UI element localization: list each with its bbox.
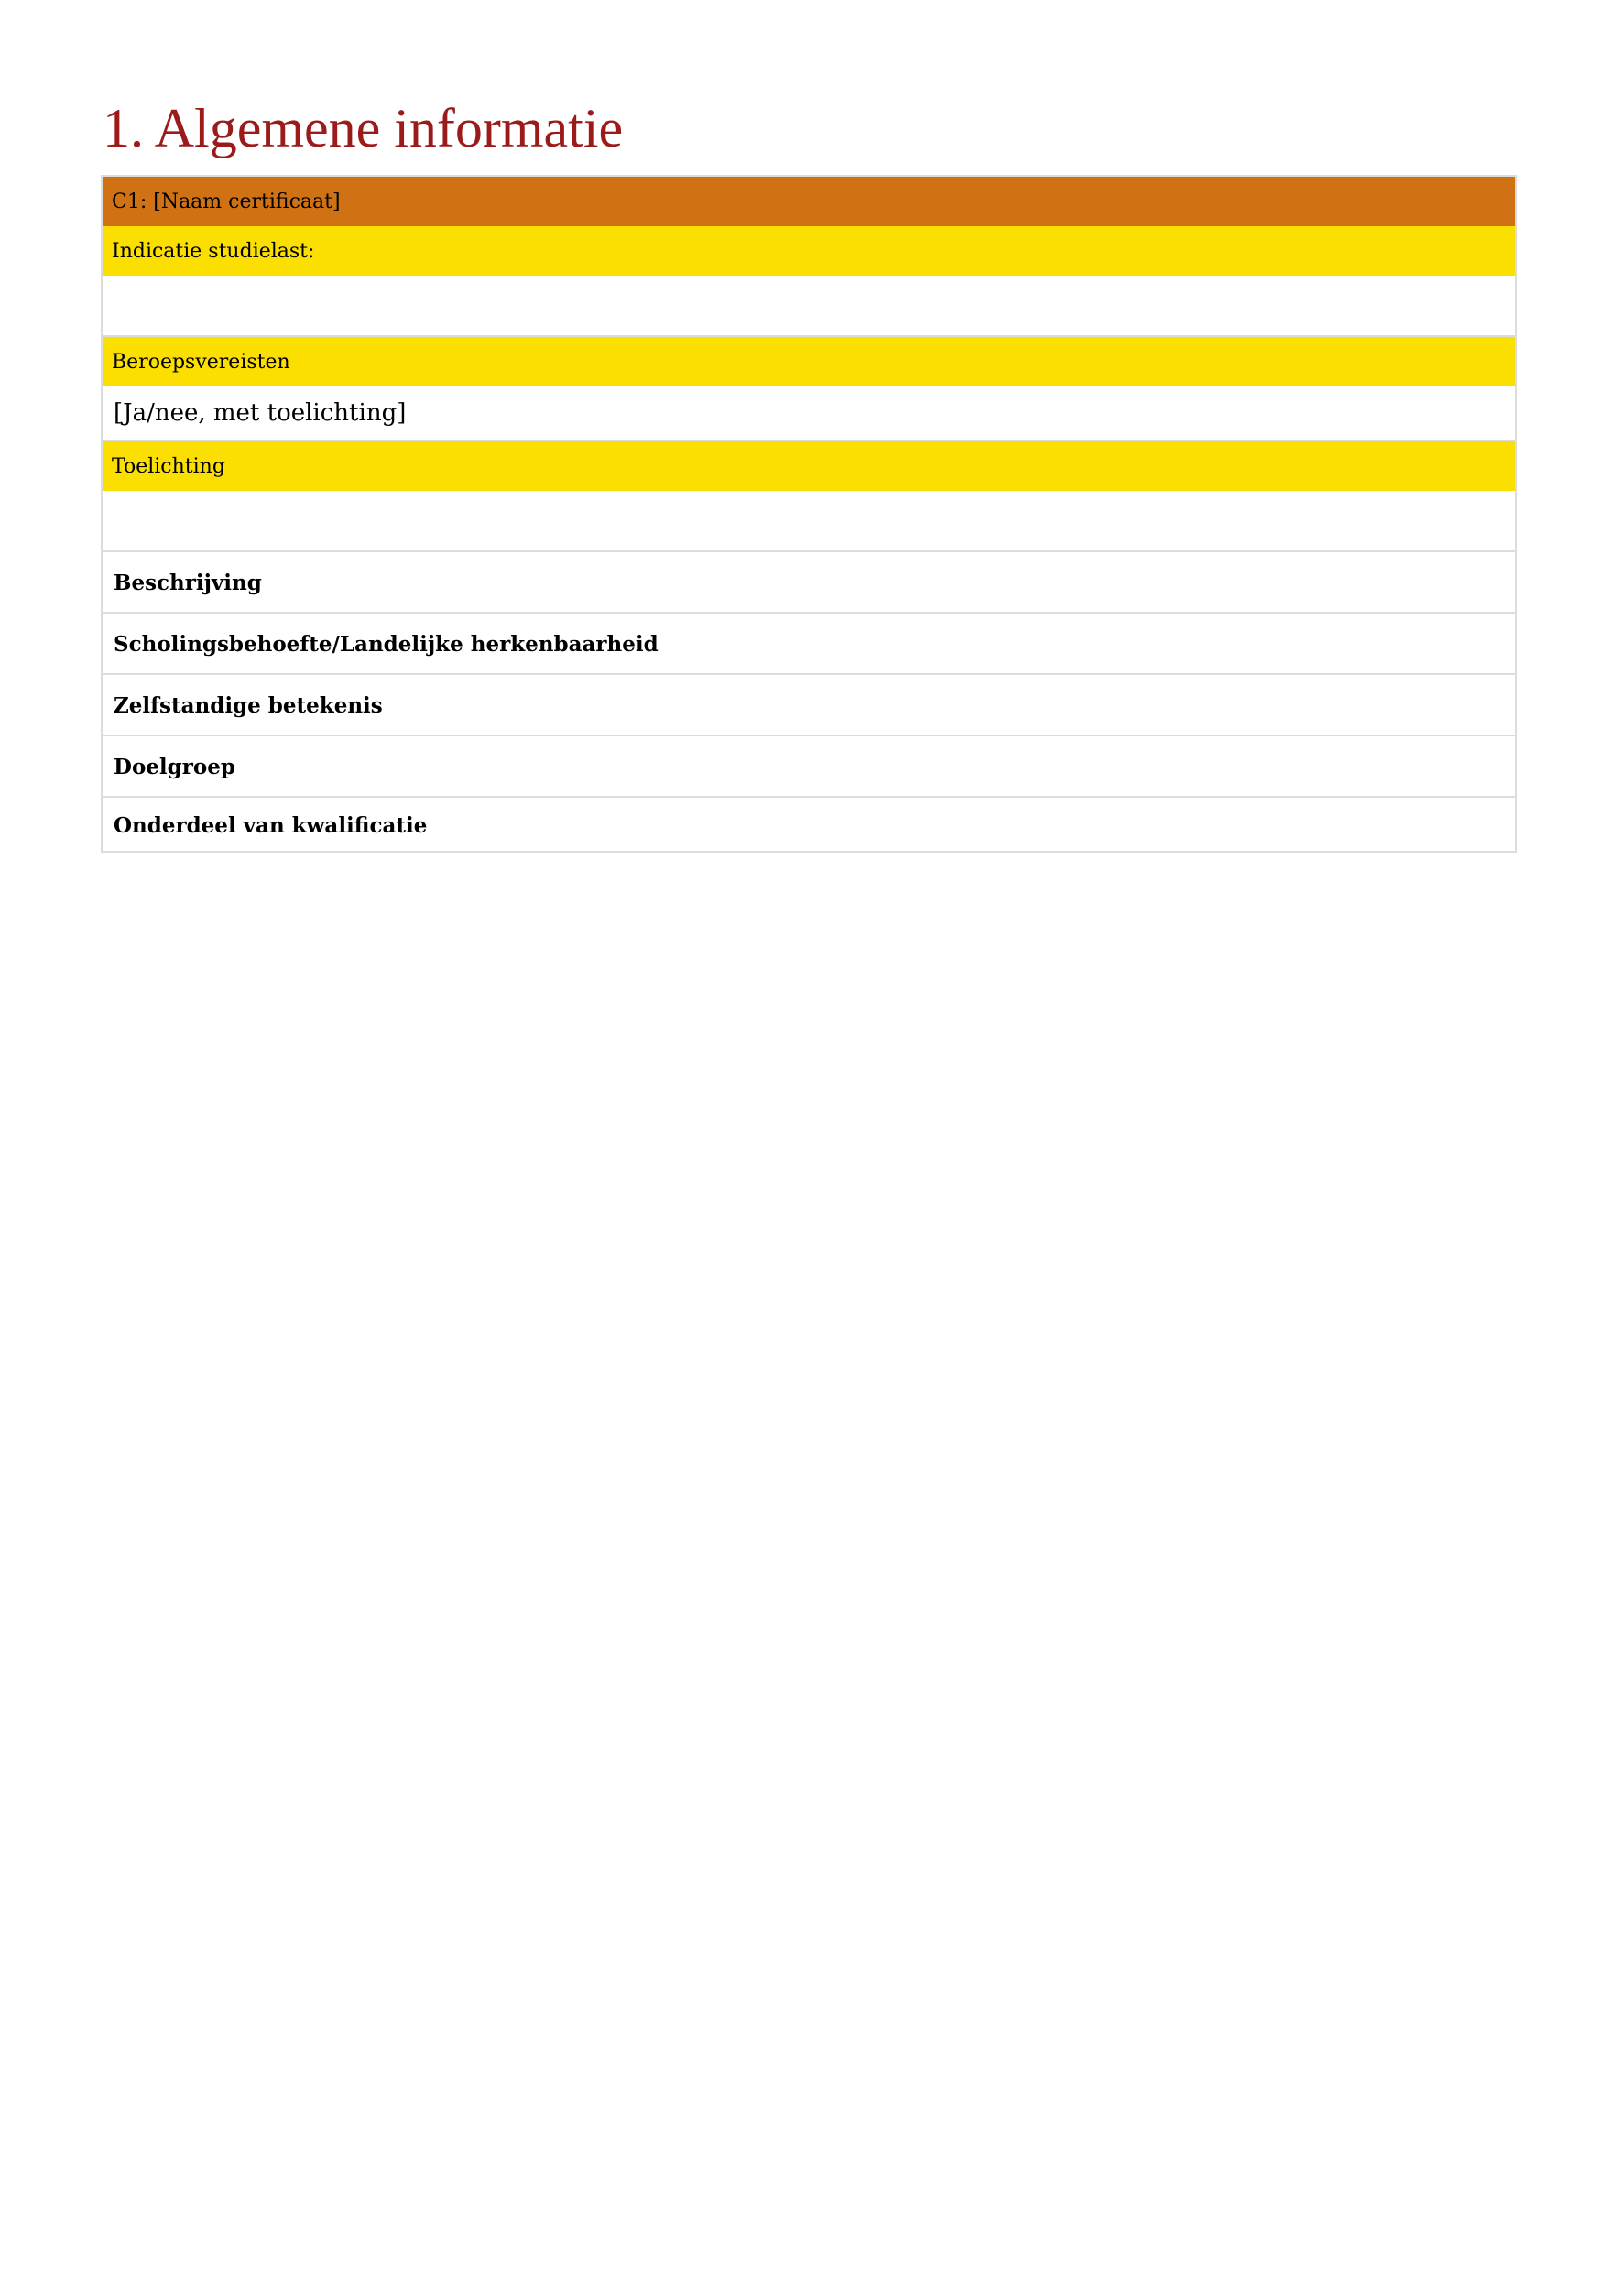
studielast-label-row <box>103 226 1515 276</box>
onderdeel-kwalificatie-row <box>103 798 1515 851</box>
page-title: 1. Algemene informatie <box>103 98 624 158</box>
doelgroep-row <box>103 736 1515 798</box>
studielast-label: Indicatie studielast: <box>112 239 315 263</box>
doelgroep-label: Doelgroep <box>114 755 235 779</box>
beroepsvereisten-label: Beroepsvereisten <box>112 350 290 374</box>
certificate-info-table <box>101 175 1517 853</box>
beroepsvereisten-value: [Ja/nee, met toelichting] <box>114 399 407 427</box>
toelichting-label-row <box>103 441 1515 491</box>
beschrijving-label: Beschrijving <box>114 571 262 595</box>
studielast-value-cell[interactable] <box>103 276 1515 337</box>
scholingsbehoefte-row <box>103 614 1515 675</box>
scholingsbehoefte-label: Scholingsbehoefte/Landelijke herkenbaarheid <box>114 632 659 657</box>
certificate-name-label: C1: [Naam certificaat] <box>112 190 341 213</box>
beroepsvereisten-value-cell[interactable] <box>103 386 1515 441</box>
zelfstandige-betekenis-label: Zelfstandige betekenis <box>114 693 383 718</box>
onderdeel-kwalificatie-label: Onderdeel van kwalificatie <box>114 812 428 838</box>
beschrijving-row <box>103 552 1515 614</box>
toelichting-label: Toelichting <box>112 454 225 478</box>
beroepsvereisten-label-row <box>103 337 1515 386</box>
zelfstandige-betekenis-row <box>103 675 1515 736</box>
certificate-name-row <box>103 177 1515 226</box>
toelichting-value-cell[interactable] <box>103 491 1515 552</box>
